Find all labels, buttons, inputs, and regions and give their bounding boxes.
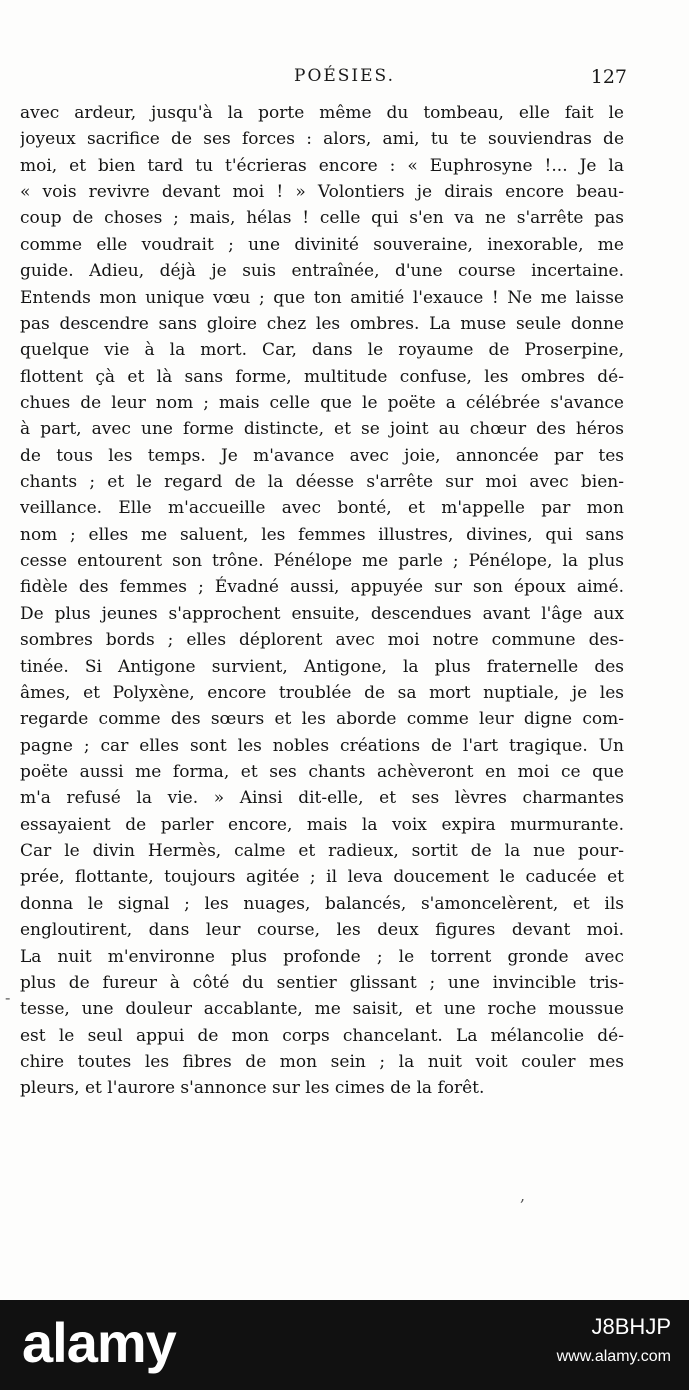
- text-line: pas descendre sans gloire chez les ombres. La muse seule donne: [20, 313, 624, 334]
- body-text: [20, 100, 624, 1102]
- text-line: joyeux sacrifice de ses forces : alors, ami, tu te souviendras de: [20, 129, 624, 150]
- text-line: De plus jeunes s'approchent ensuite, descendues avant l'âge aux: [20, 603, 624, 624]
- text-line: essayaient de parler encore, mais la voix expira murmurante.: [20, 814, 624, 835]
- text-line: guide. Adieu, déjà je suis entraînée, d'une course incertaine.: [20, 261, 624, 282]
- text-line: flottent çà et là sans forme, multitude confuse, les ombres dé-: [20, 366, 624, 387]
- image-id: J8BHJP: [591, 1314, 671, 1339]
- text-line: donna le signal ; les nuages, balancés, s'amoncelèrent, et ils: [20, 893, 624, 914]
- margin-mark: -: [5, 988, 11, 1007]
- alamy-logo: alamy: [22, 1311, 176, 1374]
- running-title: POÉSIES.: [294, 66, 395, 86]
- text-line: Car le divin Hermès, calme et radieux, sortit de la nue pour-: [20, 841, 624, 862]
- text-line: quelque vie à la mort. Car, dans le royaume de Proserpine,: [20, 340, 624, 361]
- text-line: à part, avec une forme distincte, et se joint au chœur des héros: [20, 419, 624, 440]
- text-line: est le seul appui de mon corps chancelant. La mélancolie dé-: [20, 1025, 624, 1046]
- text-line: Entends mon unique vœu ; que ton amitié l'exauce ! Ne me laisse: [20, 287, 624, 308]
- text-line: tinée. Si Antigone survient, Antigone, la plus fraternelle des: [20, 656, 624, 677]
- text-line: prée, flottante, toujours agitée ; il leva doucement le caducée et: [20, 867, 624, 888]
- text-line: regarde comme des sœurs et les aborde comme leur digne com-: [20, 709, 624, 730]
- text-line: m'a refusé la vie. » Ainsi dit-elle, et ses lèvres charmantes: [20, 788, 624, 809]
- text-line: poëte aussi me forma, et ses chants achèveront en moi ce que: [20, 761, 624, 782]
- banner-info: [451, 1314, 671, 1366]
- text-line-last: pleurs, et l'aurore s'annonce sur les cimes de la forêt.: [20, 1078, 485, 1099]
- text-line: nom ; elles me saluent, les femmes illustres, divines, qui sans: [20, 524, 624, 545]
- page-number: 127: [590, 66, 627, 88]
- text-line: plus de fureur à côté du sentier glissant ; une invincible tris-: [20, 972, 624, 993]
- text-line: coup de choses ; mais, hélas ! celle qui s'en va ne s'arrête pas: [20, 208, 624, 229]
- watermark-banner: [0, 1300, 689, 1390]
- text-line: chants ; et le regard de la déesse s'arrête sur moi avec bien-: [20, 472, 624, 493]
- text-line: veillance. Elle m'accueille avec bonté, et m'appelle par mon: [20, 498, 624, 519]
- text-line: chues de leur nom ; mais celle que le poëte a célébrée s'avance: [20, 392, 624, 413]
- text-line: comme elle voudrait ; une divinité souveraine, inexorable, me: [20, 234, 624, 255]
- text-line: avec ardeur, jusqu'à la porte même du tombeau, elle fait le: [20, 103, 624, 123]
- text-line: engloutirent, dans leur course, les deux figures devant moi.: [20, 920, 624, 941]
- text-line: chire toutes les fibres de mon sein ; la nuit voit couler mes: [20, 1051, 624, 1072]
- running-head: [0, 66, 689, 96]
- margin-mark: ,: [520, 1186, 526, 1205]
- banner-url: www.alamy.com: [556, 1348, 671, 1365]
- text-line: cesse entourent son trône. Pénélope me parle ; Pénélope, la plus: [20, 551, 624, 572]
- text-line: sombres bords ; elles déplorent avec moi notre commune des-: [20, 630, 624, 651]
- text-line: pagne ; car elles sont les nobles créations de l'art tragique. Un: [20, 735, 624, 756]
- text-line: de tous les temps. Je m'avance avec joie, annoncée par tes: [20, 445, 624, 466]
- text-line: « vois revivre devant moi ! » Volontiers je dirais encore beau-: [20, 182, 624, 203]
- text-line: fidèle des femmes ; Évadné aussi, appuyée sur son époux aimé.: [20, 577, 624, 598]
- text-line: âmes, et Polyxène, encore troublée de sa mort nuptiale, je les: [20, 682, 624, 703]
- text-line: tesse, une douleur accablante, me saisit, et une roche moussue: [20, 999, 624, 1020]
- text-line: La nuit m'environne plus profonde ; le torrent gronde avec: [20, 946, 624, 967]
- text-line: moi, et bien tard tu t'écrieras encore : « Euphrosyne !... Je la: [20, 155, 624, 176]
